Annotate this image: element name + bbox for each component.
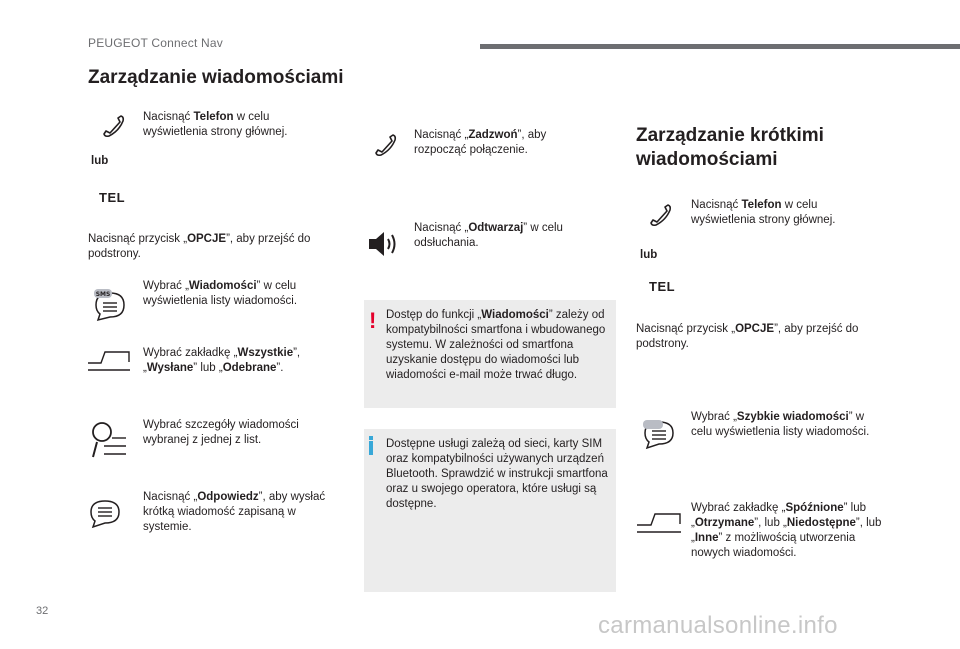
info-icon-dot xyxy=(369,436,373,440)
warning-icon: ! xyxy=(369,308,377,333)
options-step-right: Nacisnąć przycisk „OPCJE”, aby przejść do podstrony. xyxy=(636,323,859,350)
quick-messages-icon xyxy=(640,418,678,452)
step-call: Nacisnąć „Zadzwoń”, aby rozpocząć połączenie. xyxy=(414,129,547,156)
tab-icon-right xyxy=(636,512,682,534)
options-step: Nacisnąć przycisk „OPCJE”, aby przejść do podstrony. xyxy=(88,233,311,260)
svg-text:SMS: SMS xyxy=(95,291,111,298)
section-heading-short-messages: Zarządzanie krótkimi wiadomościami xyxy=(636,125,824,170)
sms-icon xyxy=(92,287,130,323)
info-icon xyxy=(369,441,373,455)
tel-button-right: TEL xyxy=(649,279,676,294)
step-reply: Nacisnąć „Odpowiedz”, aby wysłać krótką wiadomość zapisaną w systemie. xyxy=(143,491,326,533)
watermark: carmanualsonline.info xyxy=(598,612,838,639)
reply-message-icon xyxy=(88,498,124,530)
phone-icon xyxy=(646,201,674,229)
tel-button: TEL xyxy=(99,190,126,205)
step-play: Nacisnąć „Odtwarzaj” w celu odsłuchania. xyxy=(414,222,563,249)
section-heading-messages: Zarządzanie wiadomościami xyxy=(88,67,344,88)
step-tab-right: Wybrać zakładkę „Spóźnione” lub „Otrzymane”, lub „Niedostępne”, lub „Inne” z możliwością utworzenia nowych wiadomości. xyxy=(691,502,882,559)
header-bar xyxy=(480,44,960,49)
step-quick-messages: Wybrać „Szybkie wiadomości” w celu wyświetlenia listy wiadomości. xyxy=(691,411,870,438)
or-label-right: lub xyxy=(640,249,658,261)
warning-text: Dostęp do funkcji „Wiadomości” zależy od kompatybilności smartfona i wbudowanego systemu. W zależności od smartfona uzyskanie dostępu do wiadomości lub wiadomości e-mail może trwać długo. xyxy=(386,309,606,381)
speaker-icon xyxy=(366,228,402,260)
step-messages: Wybrać „Wiadomości” w celu wyświetlenia listy wiadomości. xyxy=(143,280,298,307)
details-icon xyxy=(90,420,130,462)
header-title: PEUGEOT Connect Nav xyxy=(88,36,223,50)
or-label: lub xyxy=(91,155,109,167)
tab-icon xyxy=(87,350,131,372)
step-tab: Wybrać zakładkę „Wszystkie”, „Wysłane” lub „Odebrane”. xyxy=(143,347,301,374)
phone-icon xyxy=(99,112,127,140)
step-phone-right: Nacisnąć Telefon w celu wyświetlenia strony głównej. xyxy=(691,199,836,226)
step-details: Wybrać szczegóły wiadomości wybranej z jednej z list. xyxy=(143,419,299,446)
info-text: Dostępne usługi zależą od sieci, karty SIM oraz kompatybilności używanych urządzeń Bluetooth. Sprawdzić w instrukcji smartfona oraz u swojego operatora, które usługi są dostępne. xyxy=(386,438,608,510)
phone-call-icon xyxy=(371,131,399,159)
step-phone: Nacisnąć Telefon w celu wyświetlenia strony głównej. xyxy=(143,111,288,138)
page-number: 32 xyxy=(36,605,49,617)
